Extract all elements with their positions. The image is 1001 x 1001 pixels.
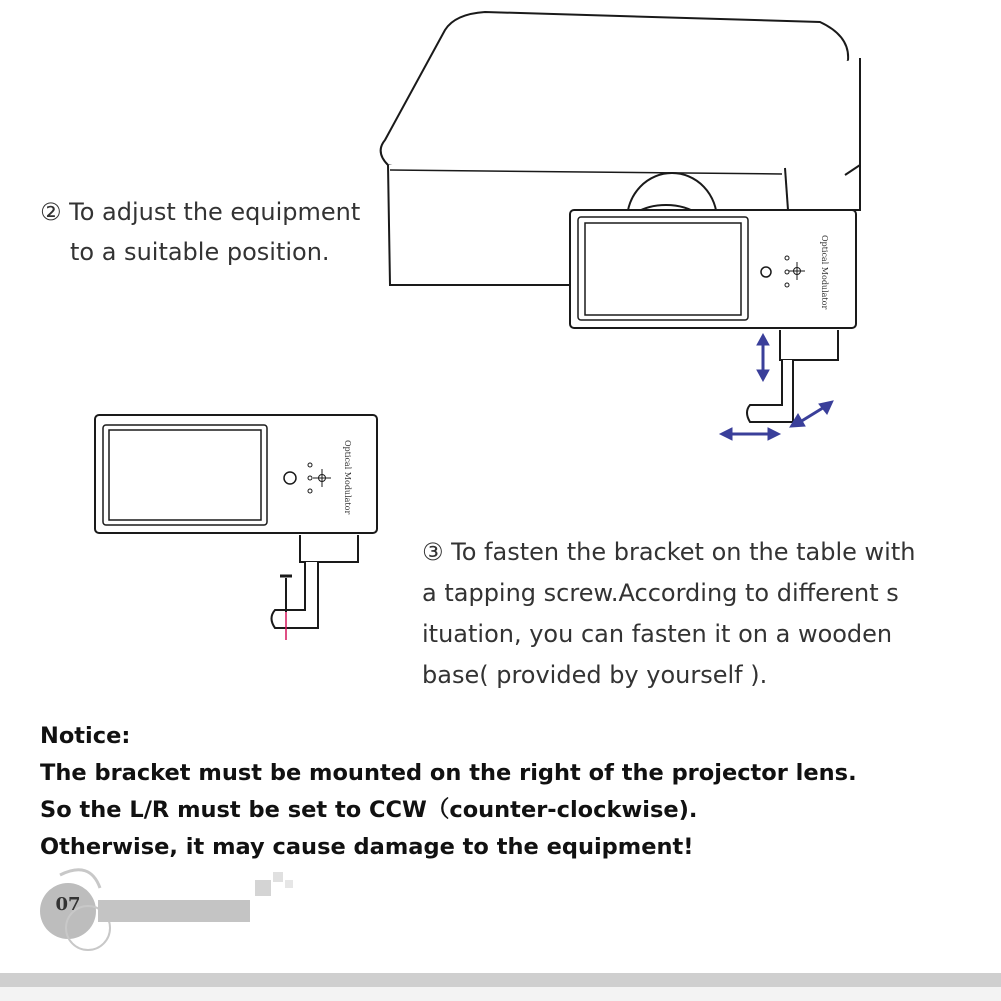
- step-2-text: [40, 192, 360, 272]
- step-3-line-4: base( provided by yourself ).: [422, 661, 768, 689]
- notice-line-1: The bracket must be mounted on the right of the projector lens.: [40, 760, 857, 786]
- modulator-bottom-illustration: [95, 415, 377, 628]
- notice-line-2: So the L/R must be set to CCW（counter-clockwise).: [40, 797, 698, 823]
- notice-title: Notice:: [40, 723, 131, 749]
- step-3-text: [422, 532, 992, 696]
- modulator-top-label: Optical Modulator: [820, 235, 829, 310]
- step-3-line-2: a tapping screw.According to different s: [422, 579, 899, 607]
- step-2-line-1: ② To adjust the equipment: [40, 198, 361, 226]
- page-number: 07: [55, 894, 81, 915]
- footer-bar-light: [0, 987, 1001, 1001]
- notice-block: [40, 718, 857, 866]
- step-2-line-2: to a suitable position.: [70, 238, 330, 266]
- notice-line-3: Otherwise, it may cause damage to the equipment!: [40, 834, 694, 860]
- step-3-line-1: ③ To fasten the bracket on the table with: [422, 538, 916, 566]
- modulator-top-illustration: [570, 210, 856, 422]
- step-3-line-3: ituation, you can fasten it on a wooden: [422, 620, 893, 648]
- modulator-bottom-label: Optical Modulator: [343, 440, 352, 515]
- footer-bar: [0, 973, 1001, 987]
